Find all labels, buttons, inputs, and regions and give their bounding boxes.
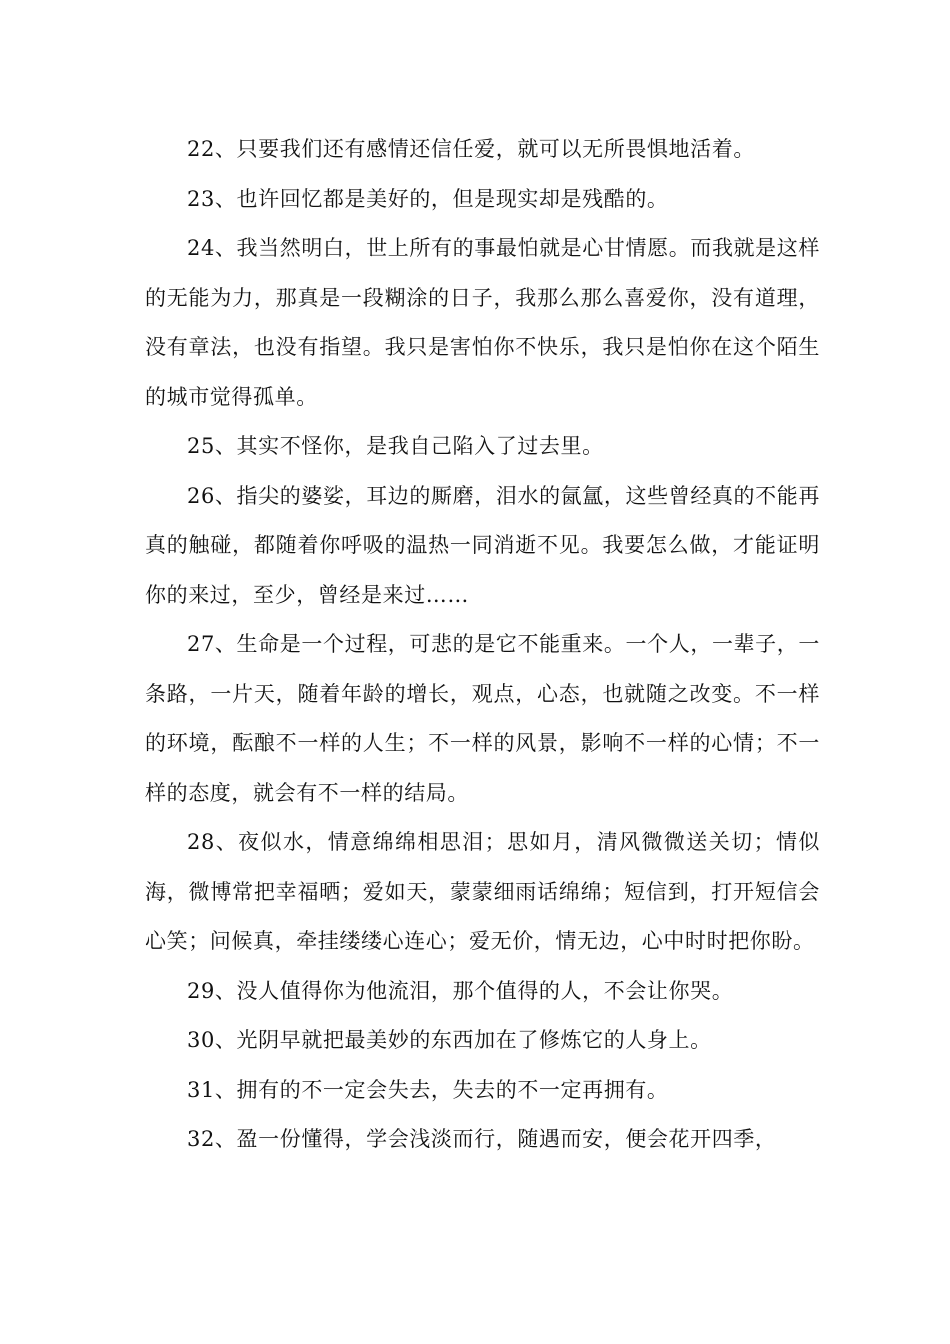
paragraph-24: 24、我当然明白，世上所有的事最怕就是心甘情愿。而我就是这样的无能为力，那真是一段糊涂的日子，我那么那么喜爱你，没有道理，没有章法，也没有指望。我只是害怕你不快乐，我只是怕你在这个陌生的城市觉得孤单。 (145, 236, 820, 409)
paragraph-25: 25、其实不怪你，是我自己陷入了过去里。 (187, 434, 604, 458)
paragraph-26: 26、指尖的婆娑，耳边的厮磨，泪水的氤氲，这些曾经真的不能再真的触碰，都随着你呼吸的温热一同消逝不见。我要怎么做，才能证明你的来过，至少，曾经是来过…… (145, 483, 820, 607)
paragraph-23: 23、也许回忆都是美好的，但是现实却是残酷的。 (187, 186, 669, 211)
paragraph-22: 22、只要我们还有感情还信任爱，就可以无所畏惧地活着。 (187, 137, 755, 161)
paragraph-27: 27、生命是一个过程，可悲的是它不能重来。一个人，一辈子，一条路，一片天，随着年龄的增长，观点，心态，也就随之改变。不一样的环境，酝酿不一样的人生；不一样的风景，影响不一样的心情；不一样的态度，就会有不一样的结局。 (145, 632, 820, 805)
document-body (145, 125, 820, 1165)
paragraph-29: 29、没人值得你为他流泪，那个值得的人，不会让你哭。 (187, 978, 734, 1003)
paragraph-31: 31、拥有的不一定会失去，失去的不一定再拥有。 (187, 1077, 669, 1102)
paragraph-32: 32、盈一份懂得，学会浅淡而行，随遇而安，便会花开四季， (187, 1127, 777, 1151)
paragraph-28: 28、夜似水，情意绵绵相思泪；思如月，清风微微送关切；情似海，微博常把幸福晒；爱如天，蒙蒙细雨话绵绵；短信到，打开短信会心笑；问候真，牵挂缕缕心连心；爱无价，情无边，心中时时把你盼。 (145, 830, 820, 953)
paragraph-30: 30、光阴早就把最美妙的东西加在了修炼它的人身上。 (187, 1028, 712, 1052)
